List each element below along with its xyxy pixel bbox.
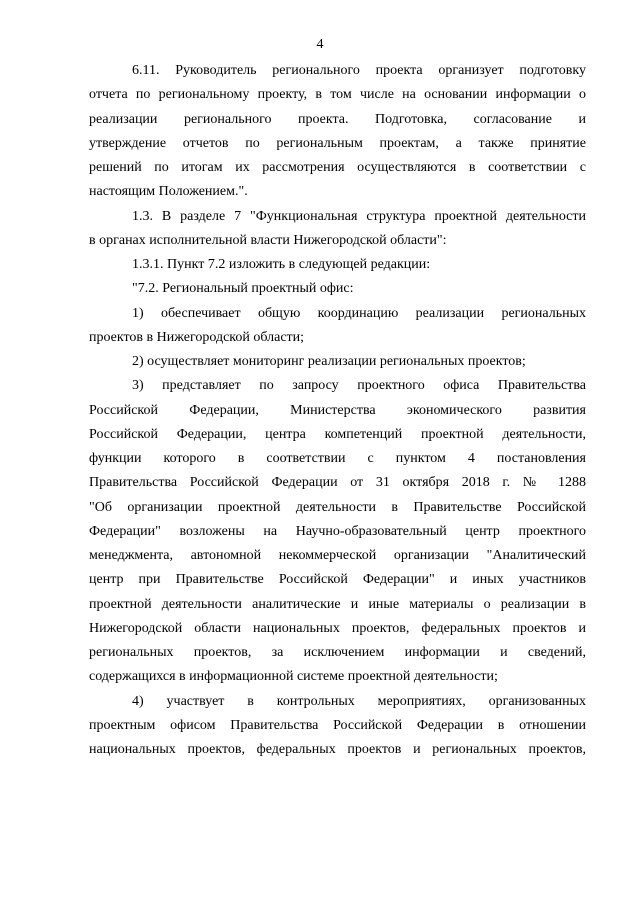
text-line: 3) представляет по запросу проектного офиса Правительства: [132, 378, 586, 393]
text-line: отчета по региональному проекту, в том числе на основании информации о: [89, 87, 586, 102]
text-line: в органах исполнительной власти Нижегородской области":: [89, 233, 447, 248]
text-line: решений по итогам их рассмотрения осуществляются в соответствии с: [89, 160, 586, 175]
text-line: 6.11. Руководитель регионального проекта организует подготовку: [132, 63, 586, 78]
text-line: Нижегородской области национальных проектов, федеральных проектов и: [89, 621, 586, 636]
text-line: утверждение отчетов по региональным проектам, а также принятие: [89, 136, 586, 151]
text-line: 2) осуществляет мониторинг реализации региональных проектов;: [132, 354, 526, 369]
text-line: Правительства Российской Федерации от 31 октября 2018 г. № 1288: [89, 475, 586, 490]
text-line: региональных проектов, за исключением информации и сведений,: [89, 645, 586, 660]
page-number: 4: [316, 37, 324, 52]
text-line: Федерации" возложены на Научно-образовательный центр проектного: [89, 524, 586, 539]
text-line: настоящим Положением.".: [89, 184, 248, 199]
text-line: проектов в Нижегородской области;: [89, 330, 305, 345]
text-line: 4) участвует в контрольных мероприятиях, организованных: [132, 694, 586, 709]
text-line: Российской Федерации, центра компетенций проектной деятельности,: [89, 427, 586, 442]
text-line: менеджмента, автономной некоммерческой организации "Аналитический: [89, 548, 586, 563]
text-line: 1.3. В разделе 7 "Функциональная структура проектной деятельности: [132, 209, 586, 224]
text-line: проектной деятельности аналитические и иные материалы о реализации в: [89, 597, 586, 612]
text-line: 1.3.1. Пункт 7.2 изложить в следующей редакции:: [132, 257, 431, 272]
text-line: "Об организации проектной деятельности в Правительстве Российской: [89, 500, 586, 515]
text-line: проектным офисом Правительства Российской Федерации в отношении: [89, 718, 586, 733]
text-line: функции которого в соответствии с пунктом 4 постановления: [89, 451, 586, 466]
text-line: Российской Федерации, Министерства экономического развития: [89, 403, 586, 418]
text-line: содержащихся в информационной системе проектной деятельности;: [89, 669, 498, 684]
text-line: центр при Правительстве Российской Федерации" и иных участников: [89, 572, 586, 587]
text-line: реализации регионального проекта. Подготовка, согласование и: [89, 112, 586, 127]
text-line: "7.2. Региональный проектный офис:: [132, 281, 354, 296]
text-line: 1) обеспечивает общую координацию реализации региональных: [132, 306, 586, 321]
text-line: национальных проектов, федеральных проектов и региональных проектов,: [89, 742, 586, 757]
